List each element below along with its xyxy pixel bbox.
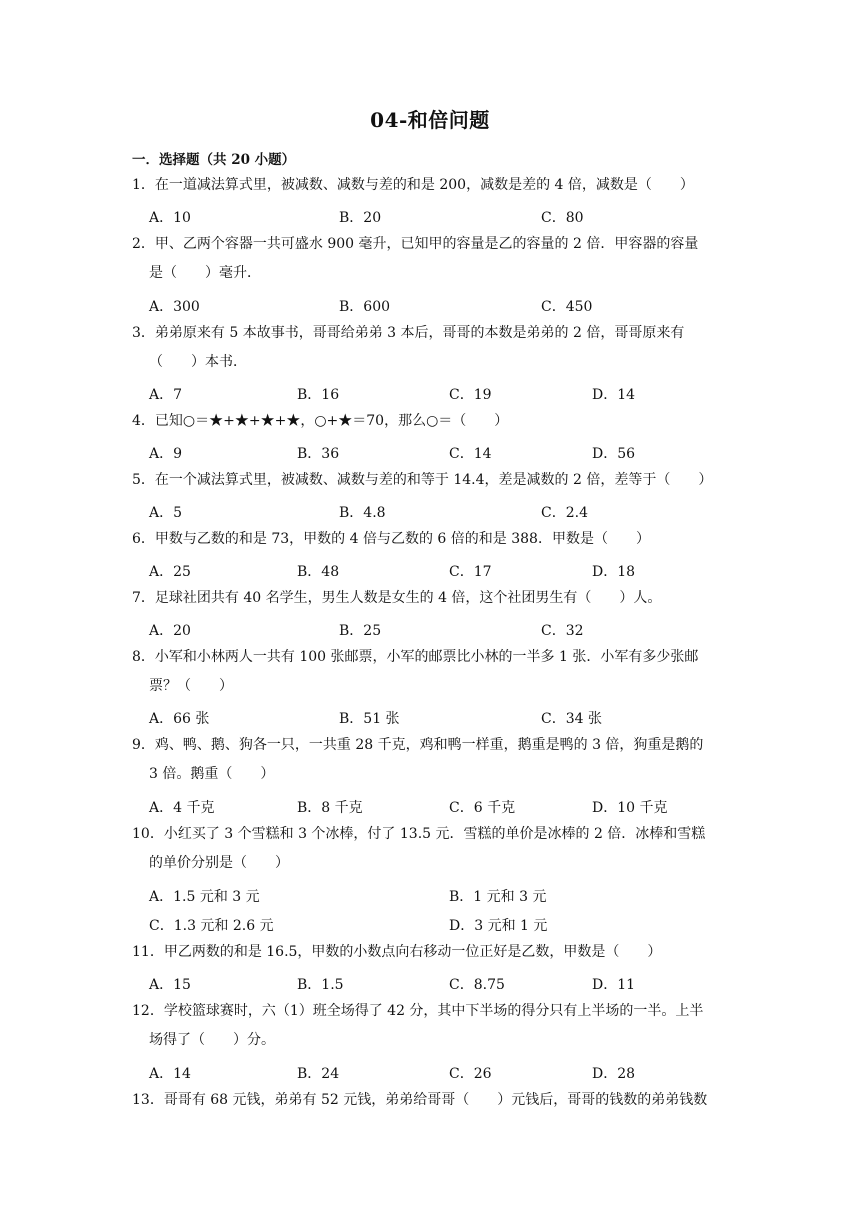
option-c: C．19 (449, 387, 492, 403)
question-10-options-row2 (149, 915, 749, 935)
question-1 (132, 171, 732, 200)
question-stem-continued: 是（ ）毫升． (149, 265, 261, 281)
question-stem: 2．甲、乙两个容器一共可盛水 900 毫升，已知甲的容量是乙的容量的 2 倍．甲容器的容量 (132, 236, 699, 252)
question-stem: 13．哥哥有 68 元钱，弟弟有 52 元钱，弟弟给哥哥（ ）元钱后，哥哥的钱数的弟弟钱数 (132, 1092, 708, 1108)
option-b: B．1 元和 3 元 (449, 889, 547, 905)
question-stem-continued: 票？（ ） (149, 678, 233, 694)
question-4 (132, 407, 732, 436)
question-1-options (149, 207, 749, 227)
question-7 (132, 584, 732, 613)
option-c: C．450 (541, 299, 593, 315)
option-c: C．17 (449, 564, 492, 580)
document-title: 04-和倍问题 (370, 108, 490, 132)
question-3-options (149, 384, 749, 404)
question-stem: 4．已知○＝★+★+★+★，○+★＝70，那么○＝（ ） (132, 413, 509, 429)
option-c: C．26 (449, 1066, 492, 1082)
question-5 (132, 466, 732, 495)
option-b: B．48 (297, 564, 340, 580)
question-stem: 6．甲数与乙数的和是 73，甲数的 4 倍与乙数的 6 倍的和是 388．甲数是（ ） (132, 531, 650, 547)
option-b: B．51 张 (339, 711, 400, 727)
option-a: A．10 (149, 210, 191, 226)
option-a: A．5 (149, 505, 183, 521)
question-stem: 5．在一个减法算式里，被减数、减数与差的和等于 14.4，差是减数的 2 倍，差等于（ ） (132, 472, 713, 488)
question-8-options (149, 708, 749, 728)
option-c: C．2.4 (541, 505, 588, 521)
option-d: D．18 (592, 564, 636, 580)
option-b: B．600 (339, 299, 391, 315)
option-c: C．1.3 元和 2.6 元 (149, 918, 274, 934)
option-c: C．14 (449, 446, 492, 462)
question-2 (132, 230, 732, 288)
option-a: A．66 张 (149, 711, 210, 727)
option-a: A．7 (149, 387, 183, 403)
question-2-options (149, 296, 749, 316)
option-b: B．8 千克 (297, 800, 363, 816)
question-11-options (149, 974, 749, 994)
question-9-options (149, 797, 749, 817)
option-b: B．16 (297, 387, 340, 403)
option-d: D．3 元和 1 元 (449, 918, 548, 934)
section-heading: 一．选择题（共 20 小题） (132, 152, 296, 168)
question-12 (132, 997, 732, 1055)
option-c: C．80 (541, 210, 584, 226)
question-5-options (149, 502, 749, 522)
option-a: A．4 千克 (149, 800, 215, 816)
question-stem: 3．弟弟原来有 5 本故事书，哥哥给弟弟 3 本后，哥哥的本数是弟弟的 2 倍，哥哥原来有 (132, 325, 685, 341)
question-stem-continued: （ ）本书． (149, 354, 247, 370)
option-a: A．9 (149, 446, 183, 462)
question-stem-continued: 的单价分别是（ ） (149, 855, 289, 871)
option-d: D．10 千克 (592, 800, 668, 816)
question-stem: 8．小军和小林两人一共有 100 张邮票，小军的邮票比小林的一半多 1 张．小军有多少张邮 (132, 649, 699, 665)
option-a: A．25 (149, 564, 191, 580)
option-d: D．14 (592, 387, 636, 403)
question-stem-continued: 3 倍。鹅重（ ） (149, 766, 275, 782)
option-b: B．4.8 (339, 505, 386, 521)
option-b: B．36 (297, 446, 340, 462)
option-b: B．25 (339, 623, 382, 639)
question-stem: 12．学校篮球赛时，六（1）班全场得了 42 分，其中下半场的得分只有上半场的一半。上半 (132, 1003, 704, 1019)
question-6-options (149, 561, 749, 581)
option-d: D．28 (592, 1066, 636, 1082)
option-a: A．15 (149, 977, 191, 993)
question-4-options (149, 443, 749, 463)
option-a: A．1.5 元和 3 元 (149, 889, 260, 905)
question-stem: 9．鸡、鸭、鹅、狗各一只，一共重 28 千克，鸡和鸭一样重，鹅重是鸭的 3 倍，狗重是鹅的 (132, 737, 704, 753)
option-b: B．1.5 (297, 977, 344, 993)
question-10-options-row1 (149, 886, 749, 906)
option-b: B．24 (297, 1066, 340, 1082)
question-6 (132, 525, 732, 554)
question-9 (132, 731, 732, 789)
question-stem: 7．足球社团共有 40 名学生，男生人数是女生的 4 倍，这个社团男生有（ ）人。 (132, 590, 662, 606)
question-stem: 10．小红买了 3 个雪糕和 3 个冰棒，付了 13.5 元．雪糕的单价是冰棒的 2 倍．冰棒和雪糕 (132, 826, 706, 842)
option-d: D．56 (592, 446, 636, 462)
question-8 (132, 643, 732, 701)
question-13 (132, 1086, 732, 1115)
option-d: D．11 (592, 977, 636, 993)
option-a: A．20 (149, 623, 191, 639)
question-12-options (149, 1063, 749, 1083)
option-b: B．20 (339, 210, 382, 226)
option-c: C．8.75 (449, 977, 505, 993)
question-11 (132, 938, 732, 967)
option-a: A．14 (149, 1066, 191, 1082)
question-7-options (149, 620, 749, 640)
question-stem: 1．在一道减法算式里，被减数、减数与差的和是 200，减数是差的 4 倍，减数是（ ） (132, 177, 694, 193)
question-stem-continued: 场得了（ ）分。 (149, 1032, 275, 1048)
option-c: C．32 (541, 623, 584, 639)
option-c: C．34 张 (541, 711, 602, 727)
option-a: A．300 (149, 299, 200, 315)
question-10 (132, 820, 732, 878)
option-c: C．6 千克 (449, 800, 516, 816)
question-3 (132, 319, 732, 377)
question-stem: 11．甲乙两数的和是 16.5，甲数的小数点向右移动一位正好是乙数，甲数是（ ） (132, 944, 662, 960)
